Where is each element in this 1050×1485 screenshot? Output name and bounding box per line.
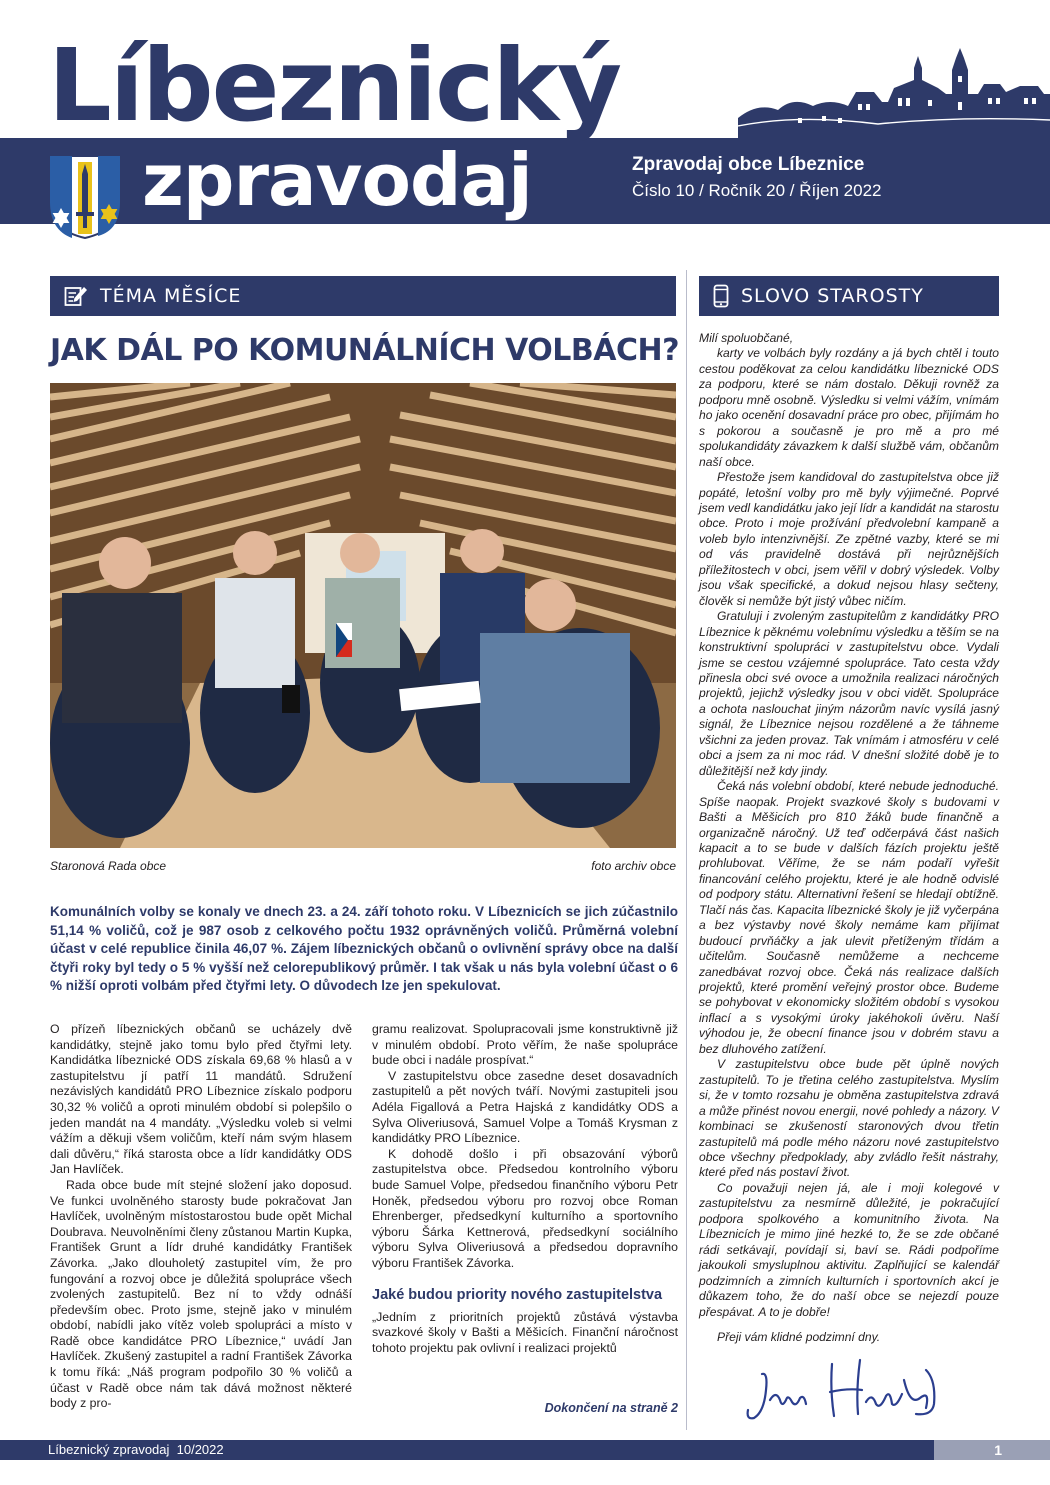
- article-paragraph: „Jedním z prioritních projektů zůstává výstavba svazkové školy v Bašti a Měšicích. Finanční náročnost tohoto projektu pak ovlivní i realizaci projektů: [372, 1309, 678, 1355]
- section-header-mayor-label: SLOVO STAROSTY: [741, 285, 924, 307]
- photo-credit: foto archiv obce: [591, 859, 676, 873]
- letter-paragraph: Gratuluji i zvoleným zastupitelům z kandidátky PRO Líbeznice k pěknému volebnímu výsledku a těším se na konstruktivní spolupráci v zastupitelstvu obce. Vydali jsme se cestou vzájemné spolupráce. Tato cesta vždy přinesla obci své ovoce a umožnila realizaci náročných projektů, jejichž výsledky jsou v obci vidět. Spolupráce a ochota naslouchat jiným názorům navíc vysílá jasný signál, že Líbeznice nejsou rozdělené a že táhneme všichni za jeden provaz. Tak vnímám i atmosféru v celé obci a jsem za ni moc rád. V dnešní složité době je to důležitější než kdy jindy.: [699, 609, 999, 778]
- village-skyline-illustration: [738, 40, 1050, 140]
- footer-publication: Líbeznický zpravodaj 10/2022: [48, 1442, 224, 1457]
- masthead-title: Líbeznický: [48, 27, 621, 144]
- issue-number-line: Číslo 10 / Ročník 20 / Říjen 2022: [632, 181, 882, 200]
- article-paragraph: V zastupitelstvu obce zasedne deset dosavadních zastupitelů a pět nových tváří. Novými zastupiteli jsou Adéla Figallová a Petra Hajská z kandidátky ODS a Sylva Oliveriusová, Samuel Volpe a Tomáš Krysman z kandidátky PRO Líbeznice.: [372, 1068, 678, 1146]
- article-lead: Komunálních volby se konaly ve dnech 23. a 24. září tohoto roku. V Líbeznicích se jich zúčastnilo 51,14 % voličů, což je 987 osob z celkového počtu 1932 oprávněných voličů. Průměrná volební účast v celé republice činila 46,07 %. Zájem líbeznických občanů o ovlivnění správy obce na další čtyři roky byl tedy o 5 % vyšší než celorepublikový průměr. I tak však u nás byla volební účast o 6 % nižší oproti volbám před čtyřmi lety. O důvodech lze jen spekulovat.: [50, 904, 678, 994]
- municipal-coat-of-arms-icon: [48, 154, 122, 240]
- publisher-line: Zpravodaj obce Líbeznice: [632, 154, 865, 175]
- article-paragraph: O přízeň líbeznických občanů se ucházely dvě kandidátky, stejně jako tomu bylo před čtyřmi lety. Kandidátka líbeznické ODS získala 69,68 % hlasů a v zastupitelstvu jí patří 11 mandátů. Sdružení nezávislých kandidátů PRO Líbeznice získalo podporu 30,32 % voličů a oproti minulém období si polepšilo o jeden mandát na 4 mandáty. „Výsledku voleb si velmi vážím a děkuji všem voličům, kteří nám svým hlasem dali důvěru,“ říká starosta obce a lídr kandidátky ODS Jan Havlíček.: [50, 1022, 352, 1177]
- council-photo: [50, 383, 676, 848]
- article-column-1: [50, 1022, 352, 1412]
- letter-paragraph: Přestože jsem kandidoval do zastupitelstva obce již popáté, letošní volby pro mě byly výjimečné. Poprvé jsem vedl kandidátku jako její lídr a kandidát na starostu obce. Proto i moje prožívání předvolební kampaně a voleb bylo intenzivnější. Ze zpětné vazby, které se mi od vás pravidelně dostává při nejrůznějších příležitostech v obci, jsem věřil v dobrý výsledek. Volby jsou však specifické, a dokud nejsou hlasy sečteny, člověk si nemůže být jistý vůbec ničím.: [699, 470, 999, 608]
- article-paragraph: Rada obce bude mít stejné složení jako doposud. Ve funkci uvolněného starosty bude pokračovat Jan Havlíček, uvolněným místostarostou bude opět Michal Doubrava. Neuvolněními členy zůstanou Martin Kupka, František Grunt a lídr druhé kandidátky František Závorka. „Jako dlouholetý zastupitel vím, že pro fungování a rozvoj obce je důležitá spolupráce všech zvolených zastupitelů. Bez ní to vždy odnáší především obec. Proto jsme, stejně jako v minulém období, nabídli jako vítěz voleb spolupráci a místo v Radě obce kandidátce PRO Líbeznice,“ uvádí Jan Havlíček. Zkušený zastupitel a radní František Závorka k tomu říká: „Náš program podpořilo 30 % voličů a účast v Radě obce nám tak dává možnost některé body z pro-: [50, 1177, 352, 1411]
- continued-link[interactable]: Dokončení na straně 2: [544, 1401, 678, 1415]
- letter-paragraph: Co považuji nejen já, ale i moji kolegové v zastupitelstvu za nesmírně důležité, je pokračující podpora spolkového a komunitního života. Na Líbeznicích je mimo jiné hezké to, že se zde občané rádi setkávají, povídají si, baví se. Rádi podpoříme jakoukoli smysluplnou aktivitu. Zaplňující se kalendář podzimních a zimních kulturních i sportovních akcí je důkazem toho, že do naší obce se nejezdí pouze přespávat. A to je dobře!: [699, 1180, 999, 1319]
- article-paragraph: gramu realizovat. Spolupracovali jsme konstruktivně již v minulém období. Proto věřím, že naše spolupráce bude obci i nadále prospívat.“: [372, 1022, 678, 1068]
- letter-paragraph: Čeká nás volební období, které nebude jednoduché. Spíše naopak. Projekt svazkové školy s budovami v Bašti a Měšicích pro 810 žáků bude finančně a organizačně náročný. Už teď odčerpává část našich kapacit a to se bude v dalších fázích projektu ještě prohlubovat. Věříme, že se nám podaří vyřešit financování celého projektu, které je ale hodně odvislé od podpory státu. Alternativní řešení se hledají obtížně. Tlačí nás čas. Kapacita líbeznické školy je již vyčerpána a bez výstavby nové školy nemáme kam přijímat budoucí prvňáčky a jak ulevit přetíženým třídám a učitelům. Současně nemůžeme a nechceme zanedbávat rozvoj obce. Čeká nás realizace dalších projektů, které promění veřejný prostor obce. Budeme se pohybovat v ekonomicky složitém období s vysokou inflací a s vysokými úroky jakéhokoli úvěru. Naší výhodou je, že obecní finance jsou v dobrém stavu a bez dluhového zatížení.: [699, 779, 999, 1056]
- section-header-topic: [50, 276, 676, 316]
- article-paragraph: K dohodě došlo i při obsazování výborů zastupitelstva obce. Předsedou kontrolního výboru bude Samuel Volpe, předsedou finančního výboru Petr Honěk, předsedou výboru pro rozvoj obce Roman Ehrenberger, předsedkyní kulturního a sportovního výboru Šárka Kettnerová, předsedkyní sociálního výboru Sylva Oliveriusová a předsedou dopravního výboru František Závorka.: [372, 1146, 678, 1270]
- letter-closing: Přeji vám klidné podzimní dny.: [717, 1330, 881, 1344]
- footer-page-box: [934, 1440, 1050, 1460]
- letter-paragraph: karty ve volbách byly rozdány a já bych chtěl i touto cestou poděkovat za celou kandidátku líbeznické ODS za podporu, které se nám dostalo. Děkuji rovněž za podporu mně osobně. Výsledku si velmi vážím, vnímám ho jako ocenění dosavadní práce pro obec, přijímám ho s pokorou a současně je pro mě a pro mé spolukandidáty závazkem k další službě vám, občanům naší obce.: [699, 346, 999, 469]
- page-footer: [0, 1440, 1050, 1460]
- article-column-2: [372, 1022, 678, 1356]
- section-header-mayor: [699, 276, 999, 316]
- pencil-note-icon: [64, 285, 88, 307]
- issue-info: [632, 152, 881, 204]
- column-divider: [686, 270, 687, 1430]
- mayor-signature: [740, 1350, 950, 1430]
- footer-bar: [0, 1440, 934, 1460]
- mayor-letter: [699, 331, 999, 1345]
- masthead-subtitle: zpravodaj: [142, 138, 532, 222]
- article-headline: JAK DÁL PO KOMUNÁLNÍCH VOLBÁCH?: [50, 333, 680, 368]
- smartphone-icon: [713, 284, 729, 308]
- photo-caption: Staronová Rada obce: [50, 859, 167, 873]
- section-header-topic-label: TÉMA MĚSÍCE: [100, 285, 242, 307]
- page-number: 1: [994, 1442, 1002, 1458]
- letter-paragraph: V zastupitelstvu obce bude pět úplně nových zastupitelů. To je třetina celého zastupitelstva. Myslím si, že v tomto rozsahu je obměna zastupitelstva zdravá a může přinést novou energii, nové pohledy a názory. V kombinaci se zkušeností staronových dvou třetin zastupitelů má podle mého názoru nové zastupitelstvo obce všechny předpoklady, aby zvládlo řešit nástrahy, které před nás postaví život.: [699, 1057, 999, 1180]
- letter-greeting: Milí spoluobčané,: [699, 331, 794, 345]
- article-subheading: Jaké budou priority nového zastupitelstva: [372, 1286, 663, 1303]
